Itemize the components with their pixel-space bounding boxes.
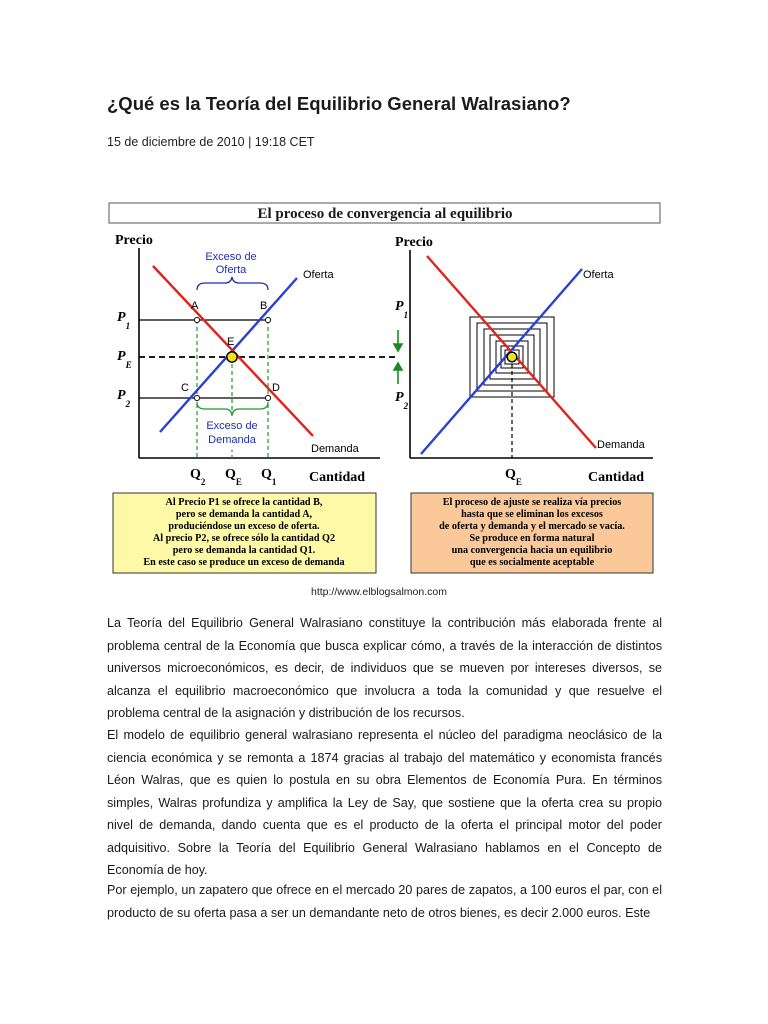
right-caption-line: de oferta y demanda y el mercado se vacía. bbox=[439, 521, 625, 532]
right-equilibrium-point bbox=[507, 352, 517, 362]
excess-demand-line2: Demanda bbox=[208, 434, 256, 446]
point-d-label: D bbox=[272, 382, 280, 394]
left-caption-line: pero se demanda la cantidad Q1. bbox=[172, 545, 316, 556]
left-y-label: Precio bbox=[115, 233, 153, 248]
figure-title: El proceso de convergencia al equilibrio bbox=[257, 206, 513, 222]
point-e-label: E bbox=[227, 336, 235, 348]
left-price-e: $P_E$ bbox=[117, 349, 132, 370]
point-b-label: B bbox=[260, 300, 268, 312]
left-supply-label: Oferta bbox=[303, 269, 334, 281]
right-price-2: $P_2$ bbox=[395, 390, 409, 411]
right-demand-label: Demanda bbox=[597, 439, 645, 451]
left-quantity-1: $Q_1$ bbox=[261, 467, 277, 487]
right-caption-line: Se produce en forma natural bbox=[469, 533, 595, 544]
equilibrium-figure bbox=[105, 196, 665, 600]
right-caption-line: que es socialmente aceptable bbox=[469, 557, 595, 568]
right-price-1: $P_1$ bbox=[395, 299, 409, 320]
excess-supply-line1: Exceso de bbox=[205, 251, 257, 263]
article-paragraph: La Teoría del Equilibrio General Walrasiano constituye la contribución más elaborada frente al problema central de la Economía que busca explicar cómo, a través de la interacción de distintos universos microeconómicos, es decir, de individuos que se mueven por intereses diversos, se alcanza el equilibrio macroeconómico que involucra a toda la comunidad y que resuelve el problema central de la asignación y distribución de los recursos. bbox=[107, 616, 662, 720]
right-supply-label: Oferta bbox=[583, 269, 614, 281]
excess-demand-line1: Exceso de bbox=[206, 420, 258, 432]
figure-source: http://www.elblogsalmon.com bbox=[311, 586, 447, 598]
right-chart bbox=[394, 235, 653, 487]
article-paragraph: El modelo de equilibrio general walrasiano representa el núcleo del paradigma neoclásico de la ciencia económica y se remonta a 1874 gracias al trabajo del matemático y economista francés Léon Walras, que es quien lo postula en su obra Elementos de Economía Pura. En términos simples, Walras profundiza y amplifica la Ley de Say, que sostiene que la oferta crea su propio nivel de demanda, dando cuenta que es el producto de la oferta el principal motor del poder adquisitivo. Sobre la Teoría del Equilibrio General Walrasiano hablamos en el Concepto de Economía de hoy. bbox=[107, 728, 662, 877]
left-demand-curve bbox=[153, 266, 313, 436]
right-caption-line: El proceso de ajuste se realiza vía precios bbox=[442, 497, 622, 508]
right-x-label: Cantidad bbox=[588, 470, 645, 485]
left-caption-line: En este caso se produce un exceso de demanda bbox=[143, 557, 345, 568]
left-caption-line: Al Precio P1 se ofrece la cantidad B, bbox=[165, 497, 323, 508]
left-equilibrium-point bbox=[227, 352, 237, 362]
right-quantity-e: $Q_E$ bbox=[505, 467, 522, 487]
point-c-label: C bbox=[181, 382, 189, 394]
right-caption-line: hasta que se eliminan los excesos bbox=[461, 509, 603, 520]
left-chart bbox=[115, 233, 395, 487]
article-paragraph: Por ejemplo, un zapatero que ofrece en el mercado 20 pares de zapatos, a 100 euros el par, con el producto de su oferta pasa a ser un demandante neto de otros bienes, es decir 2.000 euros. Este bbox=[107, 883, 662, 920]
right-caption-line: una convergencia hacia un equilibrio bbox=[451, 545, 613, 556]
article-title: ¿Qué es la Teoría del Equilibrio General Walrasiano? bbox=[107, 93, 571, 114]
left-caption-line: Al precio P2, se ofrece sólo la cantidad Q2 bbox=[152, 533, 336, 544]
price-arrows bbox=[394, 330, 402, 384]
left-caption bbox=[113, 493, 376, 573]
point-a-label: A bbox=[191, 300, 199, 312]
left-demand-label: Demanda bbox=[311, 443, 359, 455]
left-x-label: Cantidad bbox=[309, 470, 366, 485]
article-date: 15 de diciembre de 2010 | 19:18 CET bbox=[107, 135, 315, 149]
right-supply-curve bbox=[421, 269, 582, 454]
right-caption bbox=[411, 493, 653, 573]
left-caption-line: pero se demanda la cantidad A, bbox=[175, 509, 313, 520]
right-y-label: Precio bbox=[395, 235, 433, 250]
left-caption-line: produciéndose un exceso de oferta. bbox=[168, 521, 320, 532]
left-quantity-2: $Q_2$ bbox=[190, 467, 206, 487]
left-quantity-e: $Q_E$ bbox=[225, 467, 242, 487]
excess-supply-line2: Oferta bbox=[215, 264, 247, 276]
excess-supply-brace bbox=[197, 277, 268, 290]
left-price-1: $P_1$ bbox=[117, 310, 131, 331]
left-price-2: $P_2$ bbox=[117, 388, 131, 409]
